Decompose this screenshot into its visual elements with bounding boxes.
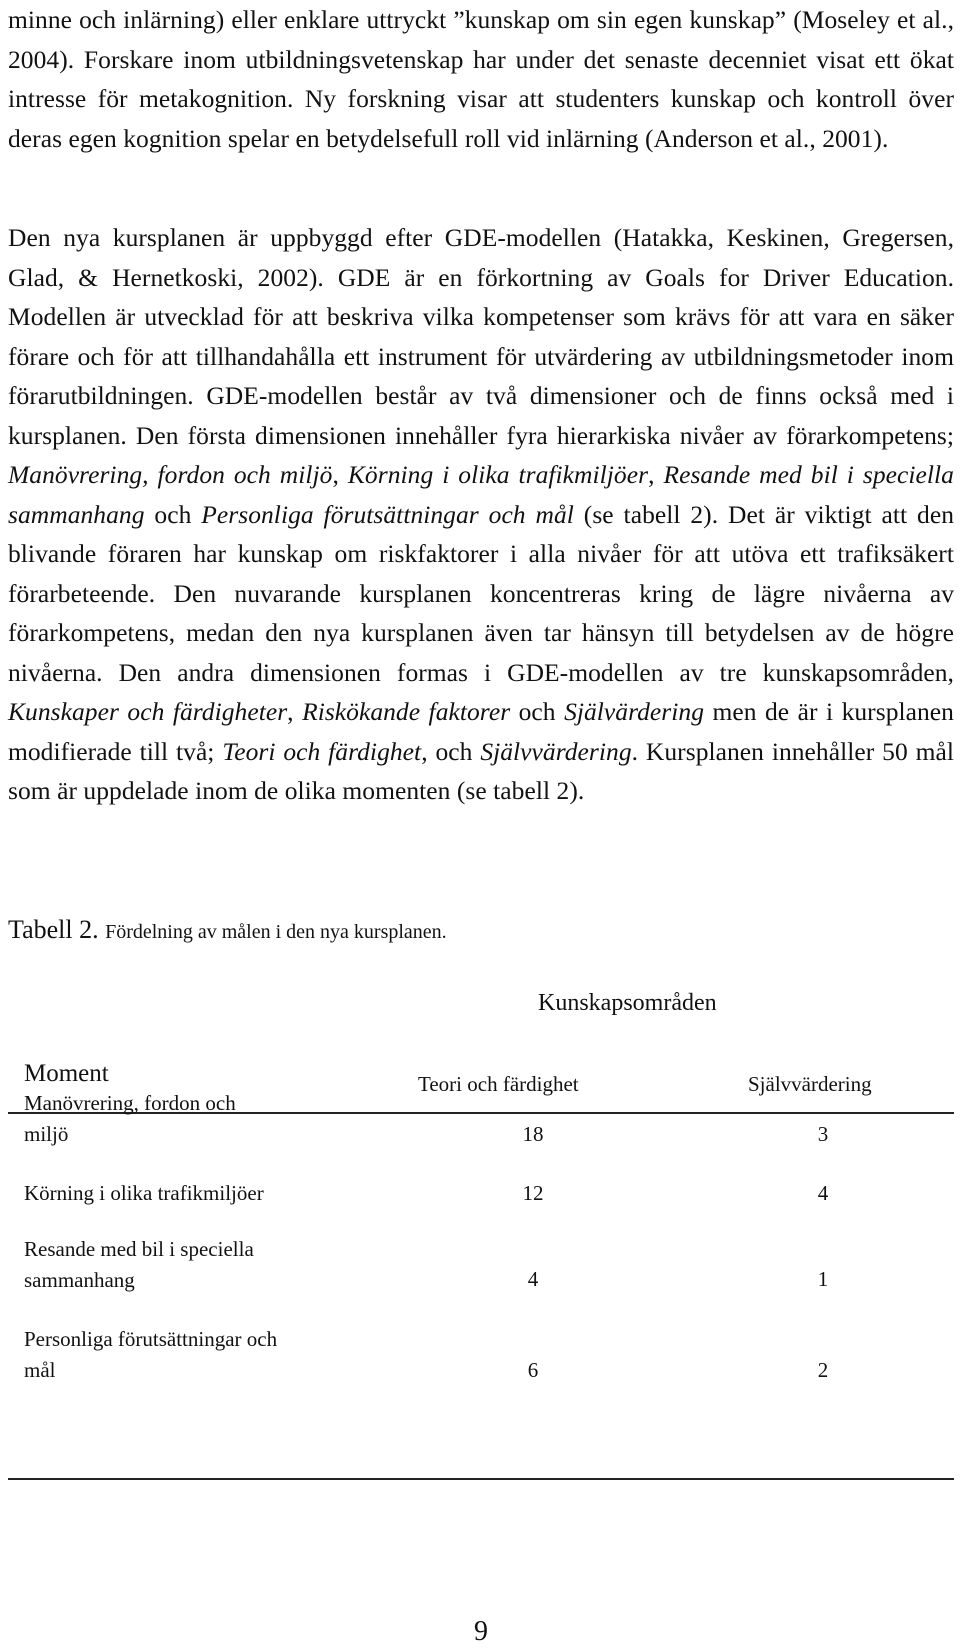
cell-sjalvvardering: 3: [817, 1122, 829, 1146]
italic-term: Riskökande faktorer: [302, 697, 511, 726]
cell-teori: 6: [527, 1358, 539, 1382]
cell-sjalvvardering: 4: [817, 1181, 829, 1205]
italic-term: Resande med bil i speciella sammanhang: [8, 460, 954, 529]
table-column-header: Självvärdering: [748, 1072, 872, 1096]
paragraph-metacognition: minne och inlärning) eller enklare uttryckt ”kunskap om sin egen kunskap” (Moseley et al., 2004). Forskare inom utbildningsvetenskap har under det senaste decenniet visat ett ökat intresse för metakognition. Ny forskning visar att studenters kunskap och kontroll över deras egen kognition spelar en betydelsefull roll vid inlärning (Anderson et al., 2001).: [8, 5, 954, 153]
text-run: och: [144, 499, 202, 529]
row-label-line: mål: [24, 1358, 56, 1382]
row-label-line: sammanhang: [24, 1268, 135, 1292]
text-run: ,: [332, 460, 348, 489]
text-run: och: [510, 697, 565, 726]
goals-table: [8, 990, 954, 1490]
text-run: ,: [287, 697, 303, 726]
row-label: [24, 1234, 354, 1296]
text-run: ,: [648, 460, 664, 489]
row-label-line: Resande med bil i speciella: [24, 1237, 254, 1261]
caption-text: Fördelning av målen i den nya kursplanen.: [105, 921, 447, 943]
table-bottom-rule: [8, 1478, 954, 1480]
table-group-header: Kunskapsområden: [538, 990, 717, 1016]
row-label-line: Personliga förutsättningar och: [24, 1327, 278, 1351]
row-label: [24, 1178, 354, 1209]
text-run: , och: [421, 736, 481, 766]
text-run: (se tabell 2). Det är viktigt att den blivande föraren har kunskap om riskfaktorer i alla nivåer för att utöva ett trafiksäkert förarbeteende. Den nuvarande kursplanen koncentreras kring de lägre nivåerna av förarkompetens, medan den nya kursplanen även tar hänsyn till betydelsen av de högre nivåerna. Den andra dimensionen formas i GDE-modellen av tre kunskapsområden,: [8, 499, 955, 687]
cell-sjalvvardering: 1: [817, 1267, 829, 1291]
italic-term: Manövrering, fordon och miljö: [8, 460, 333, 489]
italic-term: Personliga förutsättningar och mål: [201, 499, 574, 529]
italic-term: Självvärdering: [480, 736, 632, 766]
row-label-line: Manövrering, fordon och: [24, 1091, 236, 1115]
table-row-header: Moment: [24, 1060, 109, 1087]
text-run: men de är i kursplanen modifierade till två;: [8, 697, 954, 766]
cell-teori: 12: [522, 1181, 544, 1205]
cell-teori: 4: [527, 1267, 539, 1291]
cell-teori: 18: [522, 1122, 544, 1146]
row-label-line: miljö: [24, 1122, 69, 1146]
table-column-header: Teori och färdighet: [418, 1072, 579, 1096]
cell-sjalvvardering: 2: [817, 1358, 829, 1382]
italic-term: Körning i olika trafikmiljöer: [347, 460, 649, 489]
row-label: [24, 1324, 354, 1386]
italic-term: Kunskaper och färdigheter: [8, 697, 288, 726]
caption-label: Tabell 2.: [8, 915, 99, 944]
italic-term: Självärdering: [564, 697, 705, 726]
italic-term: Teori och färdighet: [222, 736, 422, 766]
row-label: [24, 1088, 354, 1150]
text-run: Den nya kursplanen är uppbyggd efter GDE-modellen (Hatakka, Keskinen, Gregersen, Glad, & Hernetkoski, 2002). GDE är en förkortning av Goals for Driver Education. Modellen är utvecklad för att beskriva vilka kompetenser som krävs för att vara en säker förare och för att tillhandahålla ett instrument för utvärdering av utbildningsmetoder inom förarutbildningen. GDE-modellen består av två dimensioner och de finns också med i kursplanen. Den första dimensionen innehåller fyra hierarkiska nivåer av förarkompetens;: [8, 223, 954, 450]
row-label-line: Körning i olika trafikmiljöer: [24, 1181, 264, 1205]
text-run: . Kursplanen innehåller 50 mål som är uppdelade inom de olika momenten (se tabell 2).: [8, 736, 954, 805]
paragraph-gde-model: [8, 218, 954, 811]
page-number: 9: [474, 1616, 488, 1647]
table-caption: [8, 915, 447, 945]
